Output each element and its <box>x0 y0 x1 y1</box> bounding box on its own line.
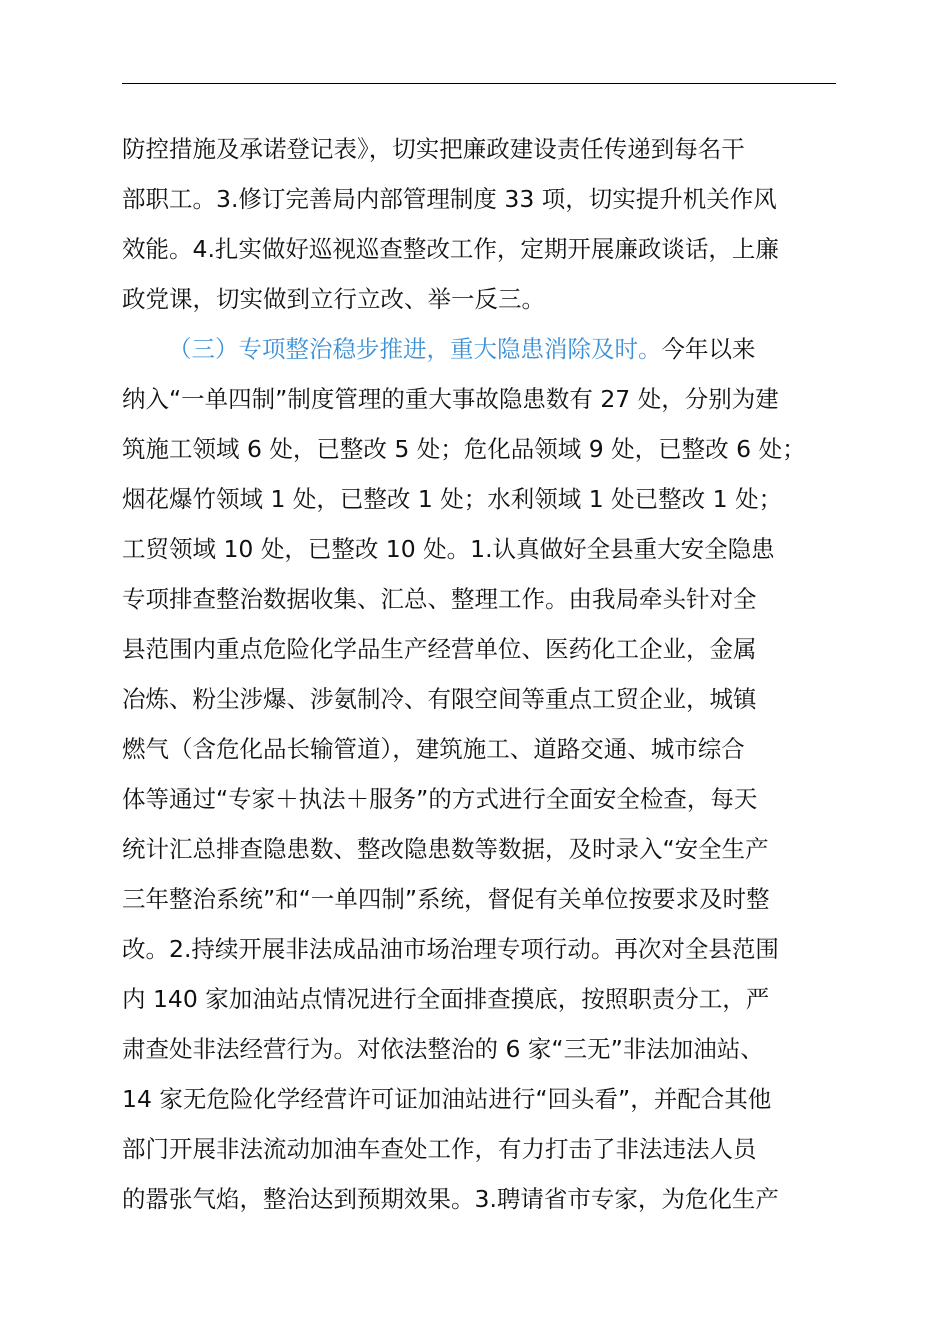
section-heading-tail: 今年以来 <box>661 335 756 363</box>
paragraph-line: 筑施工领域 6 处，已整改 5 处；危化品领域 9 处，已整改 6 处； <box>122 435 806 463</box>
paragraph-line: 部职工。3.修订完善局内部管理制度 33 项，切实提升机关作风 <box>122 185 777 213</box>
paragraph-line: 部门开展非法流动加油车查处工作，有力打击了非法违法人员 <box>122 1135 757 1163</box>
paragraph-line: 14 家无危险化学经营许可证加油站进行“回头看”，并配合其他 <box>122 1085 772 1113</box>
paragraph-line: 燃气（含危化品长输管道），建筑施工、道路交通、城市综合 <box>122 735 745 763</box>
paragraph-line: 烟花爆竹领域 1 处，已整改 1 处；水利领域 1 处已整改 1 处； <box>122 485 783 513</box>
paragraph-line: 肃查处非法经营行为。对依法整治的 6 家“三无”非法加油站、 <box>122 1035 764 1063</box>
paragraph-line: 的嚣张气焰，整治达到预期效果。3.聘请省市专家，为危化生产 <box>122 1185 779 1213</box>
paragraph-line: 政党课，切实做到立行立改、举一反三。 <box>122 285 545 313</box>
paragraph-line: 工贸领域 10 处，已整改 10 处。1.认真做好全县重大安全隐患 <box>122 535 775 563</box>
section-heading: （三）专项整治稳步推进，重大隐患消除及时。 <box>168 335 662 363</box>
header-rule <box>122 83 836 84</box>
paragraph-line: 冶炼、粉尘涉爆、涉氨制冷、有限空间等重点工贸企业，城镇 <box>122 685 757 713</box>
paragraph-line: 改。2.持续开展非法成品油市场治理专项行动。再次对全县范围 <box>122 935 779 963</box>
paragraph-line: 效能。4.扎实做好巡视巡查整改工作，定期开展廉政谈话，上廉 <box>122 235 779 263</box>
section-heading-line <box>168 334 756 364</box>
paragraph-line: 内 140 家加油站点情况进行全面排查摸底，按照职责分工，严 <box>122 985 770 1013</box>
paragraph-line: 县范围内重点危险化学品生产经营单位、医药化工企业，金属 <box>122 635 757 663</box>
paragraph-line: 统计汇总排查隐患数、整改隐患数等数据，及时录入“安全生产 <box>122 835 769 863</box>
paragraph-line: 纳入“一单四制”制度管理的重大事故隐患数有 27 处，分别为建 <box>122 385 779 413</box>
paragraph-line: 专项排查整治数据收集、汇总、整理工作。由我局牵头针对全 <box>122 585 757 613</box>
paragraph-line: 三年整治系统”和“一单四制”系统，督促有关单位按要求及时整 <box>122 885 770 913</box>
paragraph-line: 体等通过“专家＋执法＋服务”的方式进行全面安全检查，每天 <box>122 785 758 813</box>
paragraph-line: 防控措施及承诺登记表》，切实把廉政建设责任传递到每名干 <box>122 135 745 163</box>
